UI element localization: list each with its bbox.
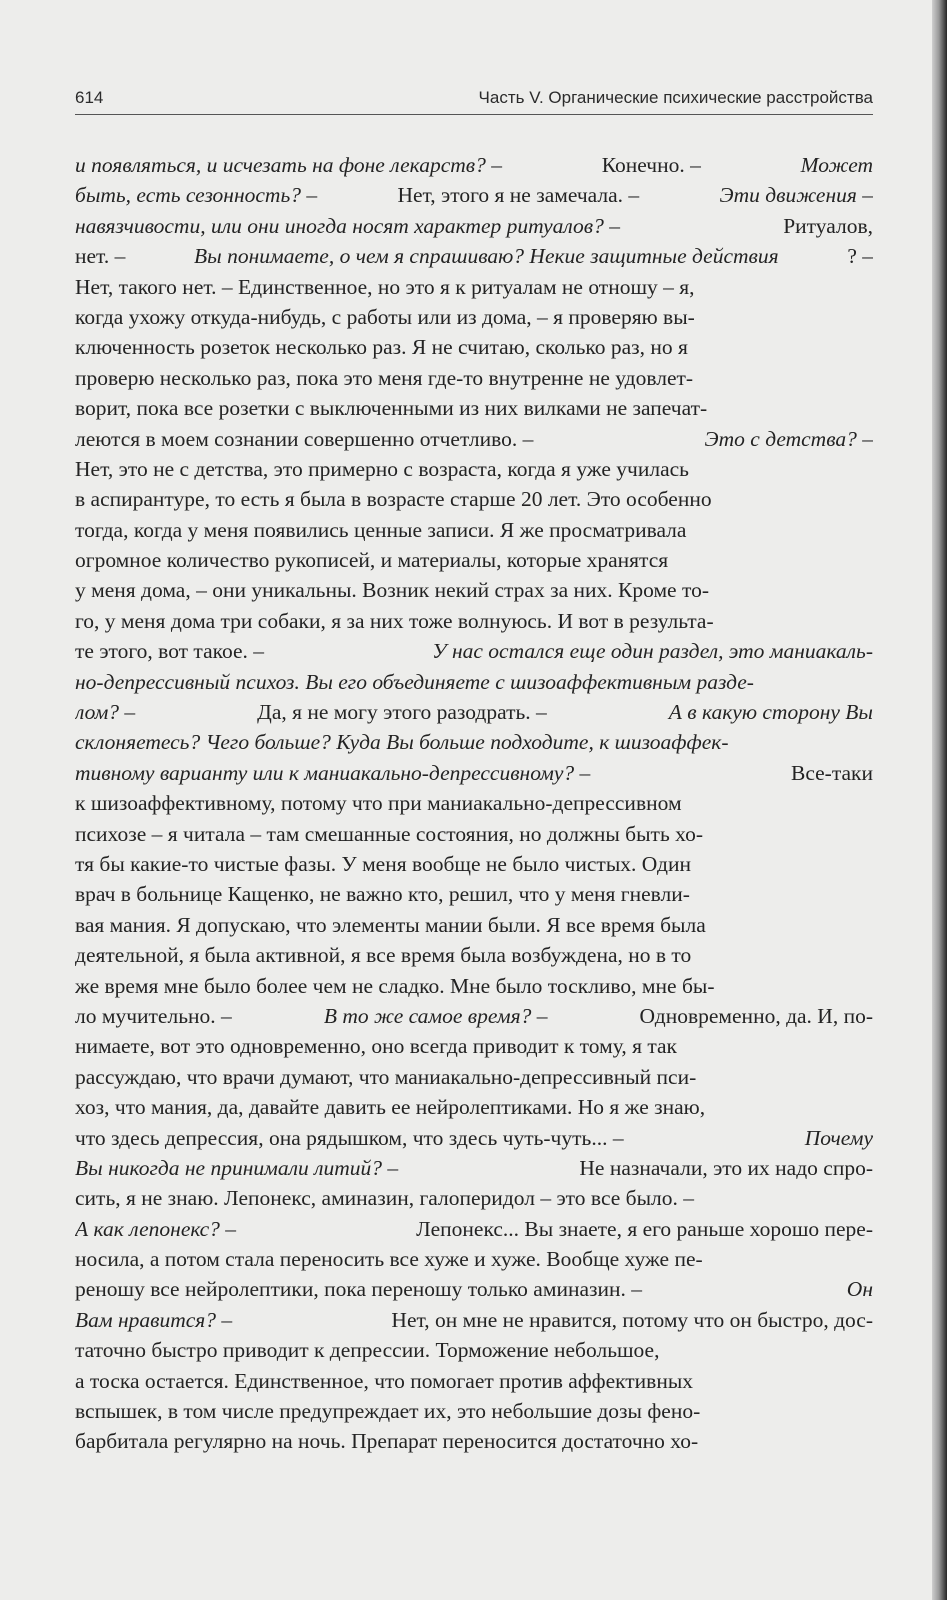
question-segment: навязчивости, или они иногда носят характер ритуалов? –: [75, 213, 620, 238]
question-segment: Вы понимаете, о чем я спрашиваю? Некие защитные действия: [194, 244, 779, 269]
answer-segment: проверю несколько раз, пока это меня где-то внутренне не удовлет-: [75, 365, 694, 390]
text-line: [75, 180, 873, 210]
question-segment: лом? –: [75, 700, 136, 725]
question-segment: Вы никогда не принимали литий? –: [75, 1155, 399, 1180]
answer-segment: вспышек, в том числе предупреждает их, это небольшие дозы фено-: [75, 1399, 701, 1424]
answer-segment: а тоска остается. Единственное, что помогает против аффективных: [75, 1368, 694, 1393]
answer-segment: барбитала регулярно на ночь. Препарат переносится достаточно хо-: [75, 1429, 699, 1454]
text-line: [75, 1244, 873, 1274]
text-line: [75, 1062, 873, 1092]
text-line: [75, 363, 873, 393]
text-line: [75, 302, 873, 332]
text-line: [75, 150, 873, 180]
answer-segment: Нет, этого я не замечала. –: [397, 183, 640, 208]
text-line: [75, 940, 873, 970]
answer-segment: Ритуалов,: [783, 213, 873, 238]
question-segment: Может: [800, 153, 873, 177]
question-segment: быть, есть сезонность? –: [75, 183, 318, 208]
text-line: [75, 1183, 873, 1213]
answer-segment: когда ухожу откуда-нибудь, с работы или из дома, – я проверяю вы-: [75, 304, 695, 329]
text-line: [75, 393, 873, 423]
text-line: [75, 1123, 873, 1153]
text-line: [75, 241, 873, 271]
header-rule: [75, 114, 873, 115]
question-segment: Это с детства? –: [704, 426, 873, 451]
text-line: [75, 1366, 873, 1396]
text-line: [75, 606, 873, 636]
text-line: [75, 1092, 873, 1122]
text-line: [75, 1426, 873, 1456]
answer-segment: Да, я не могу этого разодрать. –: [257, 700, 547, 725]
text-line: [75, 727, 873, 757]
question-segment: склоняетесь? Чего больше? Куда Вы больше подходите, к шизоаффек-: [75, 730, 729, 755]
answer-segment: сить, я не знаю. Лепонекс, аминазин, галоперидол – это все было. –: [75, 1186, 695, 1211]
answer-segment: реношу все нейролептики, пока переношу только аминазин. –: [75, 1277, 642, 1302]
answer-segment: Не назначали, это их надо спро-: [579, 1155, 873, 1180]
question-segment: А как лепонекс? –: [75, 1216, 237, 1241]
text-line: [75, 1396, 873, 1426]
text-line: [75, 879, 873, 909]
text-line: [75, 1335, 873, 1365]
text-line: [75, 758, 873, 788]
answer-segment: ло мучительно. –: [75, 1003, 232, 1028]
answer-segment: вая мания. Я допускаю, что элементы мании были. Я все время была: [75, 912, 706, 937]
running-title: Часть V. Органические психические расстройства: [478, 88, 873, 107]
text-line: [75, 636, 873, 666]
answer-segment: го, у меня дома три собаки, я за них тоже волнуюсь. И вот в результа-: [75, 608, 714, 633]
text-line: [75, 819, 873, 849]
body-text: [75, 150, 873, 1457]
answer-segment: же время мне было более чем не сладко. Мне было тоскливо, мне бы-: [75, 973, 715, 998]
text-line: [75, 1001, 873, 1031]
answer-segment: Все-таки: [790, 760, 873, 785]
answer-segment: огромное количество рукописей, и материалы, которые хранятся: [75, 548, 669, 573]
answer-segment: Нет, такого нет. – Единственное, но это я к ритуалам не отношу – я,: [75, 274, 695, 299]
text-line: [75, 788, 873, 818]
text-line: [75, 272, 873, 302]
answer-segment: те этого, вот такое. –: [75, 639, 265, 664]
question-segment: Почему: [804, 1125, 873, 1150]
answer-segment: носила, а потом стала переносить все хуже и хуже. Вообще хуже пе-: [75, 1247, 703, 1272]
answer-segment: у меня дома, – они уникальны. Возник некий страх за них. Кроме то-: [75, 578, 709, 603]
answer-segment: ворит, пока все розетки с выключенными из них вилками не запечат-: [75, 396, 708, 421]
text-line: [75, 332, 873, 362]
question-segment: А в какую сторону Вы: [668, 700, 873, 725]
text-line: [75, 1031, 873, 1061]
answer-segment: Одновременно, да. И, по-: [639, 1003, 873, 1028]
answer-segment: в аспирантуре, то есть я была в возрасте старше 20 лет. Это особенно: [75, 487, 712, 512]
answer-segment: Нет, это не с детства, это примерно с возраста, когда я уже училась: [75, 456, 689, 481]
answer-segment: леются в моем сознании совершенно отчетливо. –: [75, 426, 534, 451]
answer-segment: хоз, что мания, да, давайте давить ее нейролептиками. Но я же знаю,: [75, 1095, 706, 1120]
text-line: [75, 971, 873, 1001]
text-line: [75, 424, 873, 454]
answer-segment: что здесь депрессия, она рядышком, что здесь чуть-чуть... –: [75, 1125, 624, 1150]
question-segment: Он: [846, 1277, 873, 1302]
answer-segment: рассуждаю, что врачи думают, что маниакально-депрессивный пси-: [75, 1064, 697, 1089]
answer-segment: ключенность розеток несколько раз. Я не считаю, сколько раз, но я: [75, 335, 688, 360]
answer-segment: деятельной, я была активной, я все время была возбуждена, но в то: [75, 943, 692, 968]
answer-segment: Лепонекс... Вы знаете, я его раньше хорошо пере-: [416, 1216, 873, 1241]
question-segment: и появляться, и исчезать на фоне лекарств? –: [75, 153, 502, 177]
text-line: [75, 545, 873, 575]
text-line: [75, 515, 873, 545]
question-segment: Эти движения –: [719, 183, 873, 208]
text-line: [75, 1214, 873, 1244]
text-line: [75, 1305, 873, 1335]
answer-segment: ? –: [847, 244, 873, 269]
page-header: [75, 88, 873, 114]
text-line: [75, 484, 873, 514]
text-line: [75, 849, 873, 879]
text-line: [75, 211, 873, 241]
text-line: [75, 1274, 873, 1304]
answer-segment: психозе – я читала – там смешанные состояния, но должны быть хо-: [75, 821, 703, 846]
answer-segment: таточно быстро приводит к депрессии. Торможение небольшое,: [75, 1338, 660, 1363]
page-number: 614: [75, 88, 104, 107]
question-segment: У нас остался еще один раздел, это маниакаль-: [432, 639, 873, 664]
answer-segment: к шизоаффективному, потому что при маниакально-депрессивном: [75, 791, 682, 816]
answer-segment: тогда, когда у меня появились ценные записи. Я же просматривала: [75, 517, 687, 542]
text-line: [75, 667, 873, 697]
text-line: [75, 910, 873, 940]
answer-segment: Нет, он мне не нравится, потому что он быстро, дос-: [391, 1307, 873, 1332]
text-line: [75, 575, 873, 605]
question-segment: тивному варианту или к маниакально-депрессивному? –: [75, 760, 591, 785]
answer-segment: тя бы какие-то чистые фазы. У меня вообще не было чистых. Один: [75, 851, 691, 876]
answer-segment: нимаете, вот это одновременно, оно всегда приводит к тому, я так: [75, 1034, 677, 1059]
text-line: [75, 697, 873, 727]
answer-segment: Конечно. –: [601, 153, 701, 177]
text-line: [75, 454, 873, 484]
question-segment: но-депрессивный психоз. Вы его объединяете с шизоаффективным разде-: [75, 669, 754, 694]
page-edge-shadow: [932, 0, 947, 1600]
answer-segment: врач в больнице Кащенко, не важно кто, решил, что у меня гневли-: [75, 882, 690, 907]
answer-segment: нет. –: [75, 244, 126, 269]
question-segment: Вам нравится? –: [75, 1307, 233, 1332]
question-segment: В то же самое время? –: [323, 1003, 548, 1028]
text-line: [75, 1153, 873, 1183]
